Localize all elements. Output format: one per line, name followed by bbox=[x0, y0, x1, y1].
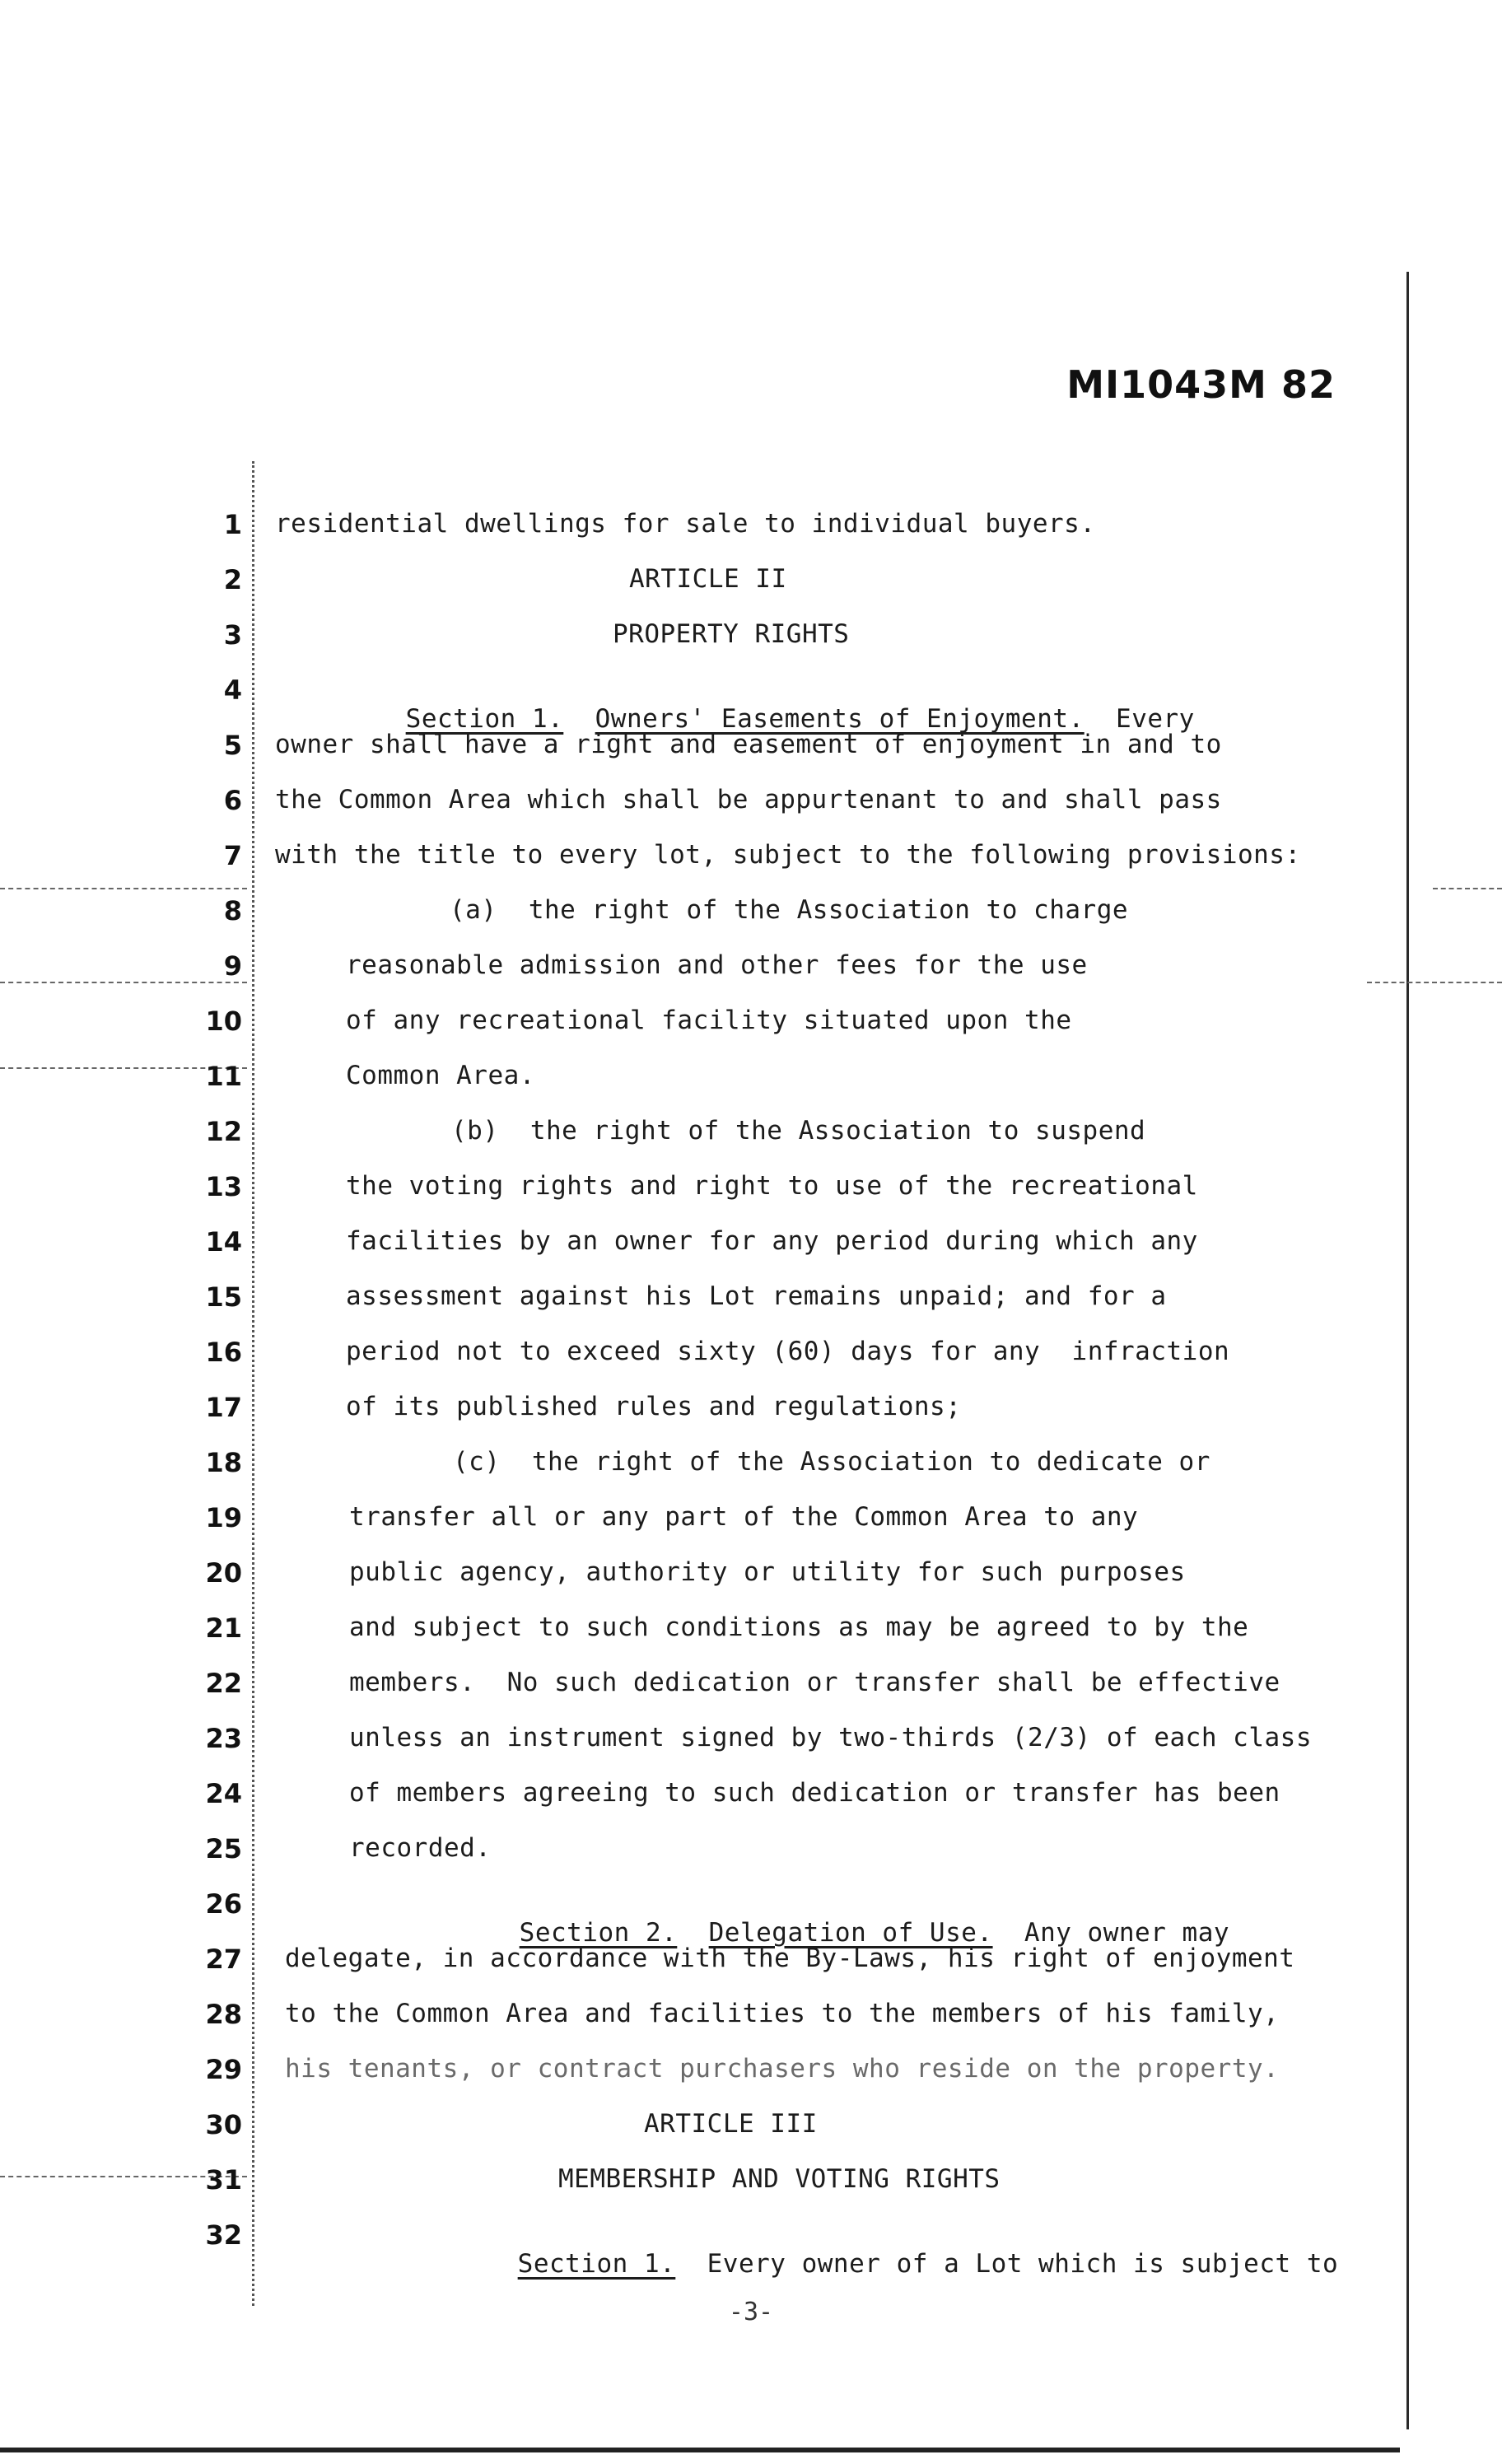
bottom-edge-rule bbox=[0, 2448, 1400, 2452]
line-number: 19 bbox=[205, 1502, 242, 1533]
article-title: PROPERTY RIGHTS bbox=[613, 619, 850, 649]
line-number: 20 bbox=[205, 1557, 242, 1589]
section-label: Section 2. bbox=[519, 1918, 678, 1948]
section-title: Owners' Easements of Enjoyment. bbox=[595, 704, 1085, 734]
line-number: 15 bbox=[205, 1281, 242, 1313]
line-number: 31 bbox=[205, 2164, 242, 2196]
document-line: transfer all or any part of the Common Area to any bbox=[349, 1502, 1139, 1532]
section-title: Delegation of Use. bbox=[708, 1918, 993, 1948]
page-number: -3- bbox=[728, 2298, 774, 2326]
section-lead-text: Every bbox=[1116, 704, 1195, 734]
document-line: residential dwellings for sale to individual buyers. bbox=[275, 509, 1096, 539]
line-number: 4 bbox=[223, 674, 242, 706]
document-line: with the title to every lot, subject to the following provisions: bbox=[275, 840, 1301, 870]
line-number: 12 bbox=[205, 1116, 242, 1147]
line-number: 24 bbox=[205, 1778, 242, 1809]
line-number: 8 bbox=[223, 895, 242, 926]
document-line: (a) the right of the Association to charge bbox=[450, 895, 1129, 925]
line-number: 13 bbox=[205, 1171, 242, 1202]
line-number: 17 bbox=[205, 1392, 242, 1423]
section-label: Section 1. bbox=[517, 2249, 676, 2279]
line-number: 26 bbox=[205, 1888, 242, 1920]
line-number: 28 bbox=[205, 1999, 242, 2030]
line-number: 23 bbox=[205, 1723, 242, 1754]
document-line: (c) the right of the Association to dedicate or bbox=[453, 1447, 1210, 1477]
line-number: 7 bbox=[223, 840, 242, 871]
document-line: facilities by an owner for any period during which any bbox=[346, 1226, 1198, 1256]
article-heading: ARTICLE III bbox=[644, 2109, 818, 2139]
document-line: his tenants, or contract purchasers who reside on the property. bbox=[285, 2054, 1280, 2084]
line-number: 21 bbox=[205, 1612, 242, 1644]
line-number: 14 bbox=[205, 1226, 242, 1258]
scan-dash-line bbox=[0, 888, 247, 889]
document-line: recorded. bbox=[349, 1833, 492, 1863]
document-line: to the Common Area and facilities to the members of his family, bbox=[285, 1999, 1280, 2028]
document-line: Common Area. bbox=[346, 1061, 535, 1090]
document-line: of members agreeing to such dedication or transfer has been bbox=[349, 1778, 1280, 1808]
line-number: 6 bbox=[223, 785, 242, 816]
line-number: 16 bbox=[205, 1337, 242, 1368]
line-number: 29 bbox=[205, 2054, 242, 2085]
document-line: period not to exceed sixty (60) days for any infraction bbox=[346, 1337, 1230, 1366]
line-number: 3 bbox=[223, 619, 242, 651]
line-number: 25 bbox=[205, 1833, 242, 1864]
line-number: 27 bbox=[205, 1944, 242, 1975]
section-lead-text: Any owner may bbox=[1024, 1918, 1230, 1948]
section-label: Section 1. bbox=[405, 704, 564, 734]
line-number: 18 bbox=[205, 1447, 242, 1478]
section-heading-line bbox=[455, 2219, 1338, 2308]
document-line: (b) the right of the Association to suspend bbox=[451, 1116, 1146, 1146]
document-line: and subject to such conditions as may be agreed to by the bbox=[349, 1612, 1249, 1642]
document-line: owner shall have a right and easement of enjoyment in and to bbox=[275, 730, 1222, 759]
line-number: 2 bbox=[223, 564, 242, 595]
document-line: of its published rules and regulations; bbox=[346, 1392, 962, 1421]
line-number: 30 bbox=[205, 2109, 242, 2140]
document-line: public agency, authority or utility for such purposes bbox=[349, 1557, 1186, 1587]
document-line: assessment against his Lot remains unpaid; and for a bbox=[346, 1281, 1167, 1311]
line-number: 1 bbox=[223, 509, 242, 540]
line-number: 5 bbox=[223, 730, 242, 761]
article-heading: ARTICLE II bbox=[629, 564, 787, 594]
document-line: unless an instrument signed by two-thirds (2/3) of each class bbox=[349, 1723, 1312, 1752]
document-reference-number: MI1043M 82 bbox=[1066, 362, 1336, 407]
right-margin-rule bbox=[1406, 272, 1409, 2429]
section-lead-text: Every owner of a Lot which is subject to bbox=[707, 2249, 1339, 2279]
scan-dash-line bbox=[0, 982, 247, 983]
line-number: 22 bbox=[205, 1668, 242, 1699]
document-line: the voting rights and right to use of the recreational bbox=[346, 1171, 1198, 1201]
document-line: members. No such dedication or transfer shall be effective bbox=[349, 1668, 1280, 1697]
line-number: 10 bbox=[205, 1006, 242, 1037]
scan-dash-line bbox=[1433, 888, 1502, 889]
scan-dash-line bbox=[1367, 982, 1502, 983]
line-number: 9 bbox=[223, 950, 242, 982]
line-number: 11 bbox=[205, 1061, 242, 1092]
document-line-struck: of any recreational facility situated upon the bbox=[346, 1006, 1072, 1035]
left-margin-rule bbox=[252, 461, 256, 2306]
document-line: delegate, in accordance with the By-Laws, his right of enjoyment bbox=[285, 1944, 1295, 1973]
document-line: the Common Area which shall be appurtenant to and shall pass bbox=[275, 785, 1222, 814]
article-title: MEMBERSHIP AND VOTING RIGHTS bbox=[558, 2164, 1001, 2194]
document-line: reasonable admission and other fees for the use bbox=[346, 950, 1088, 980]
line-number: 32 bbox=[205, 2219, 242, 2251]
